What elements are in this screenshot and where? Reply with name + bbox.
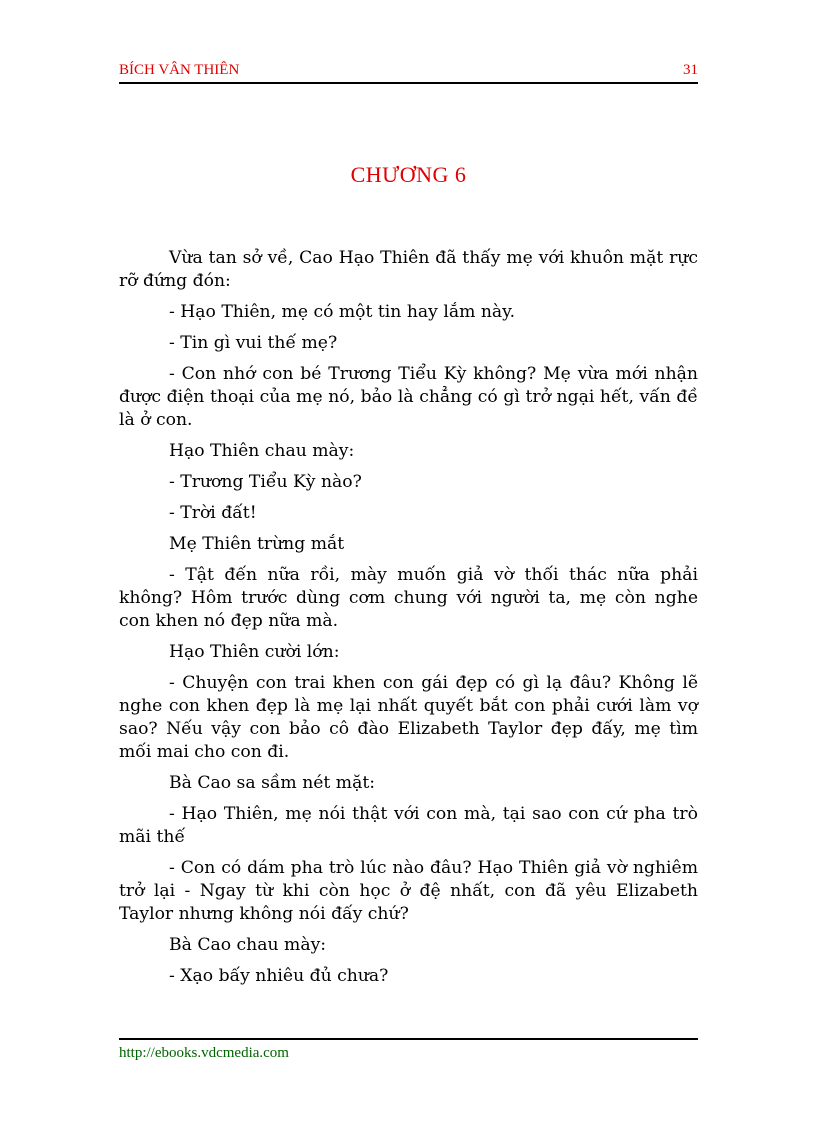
footer-url-link[interactable]: http://ebooks.vdcmedia.com bbox=[119, 1045, 289, 1061]
book-title: BÍCH VÂN THIÊN bbox=[119, 62, 240, 78]
paragraph: - Con nhớ con bé Trương Tiểu Kỳ không? Mẹ vừa mới nhận được điện thoại của mẹ nó, bảo là chẳng có gì trở ngại hết, vấn đề là ở con. bbox=[119, 364, 698, 430]
paragraph: - Hạo Thiên, mẹ nói thật với con mà, tại sao con cứ pha trò mãi thế bbox=[119, 804, 698, 847]
paragraph: Mẹ Thiên trừng mắt bbox=[169, 534, 345, 554]
chapter-title: CHƯƠNG 6 bbox=[350, 162, 467, 187]
paragraph: Vừa tan sở về, Cao Hạo Thiên đã thấy mẹ với khuôn mặt rực rỡ đứng đón: bbox=[119, 248, 698, 291]
page-header bbox=[119, 62, 698, 84]
paragraph: Hạo Thiên chau mày: bbox=[169, 441, 355, 461]
paragraph: Hạo Thiên cười lớn: bbox=[169, 642, 340, 662]
paragraph: - Tin gì vui thế mẹ? bbox=[169, 333, 338, 353]
paragraph: - Xạo bấy nhiêu đủ chưa? bbox=[169, 966, 389, 986]
paragraph: Bà Cao chau mày: bbox=[169, 935, 327, 955]
paragraph: - Trời đất! bbox=[169, 503, 257, 523]
paragraph: - Trương Tiểu Kỳ nào? bbox=[169, 472, 362, 492]
paragraph: Bà Cao sa sầm nét mặt: bbox=[169, 773, 376, 793]
paragraph: - Tật đến nữa rồi, mày muốn giả vờ thối thác nữa phải không? Hôm trước dùng cơm chung với người ta, mẹ còn nghe con khen nó đẹp nữa mà. bbox=[119, 565, 698, 631]
chapter-body bbox=[119, 247, 698, 996]
paragraph: - Con có dám pha trò lúc nào đâu? Hạo Thiên giả vờ nghiêm trở lại - Ngay từ khi còn học ở đệ nhất, con đã yêu Elizabeth Taylor nhưng không nói đấy chứ? bbox=[119, 858, 698, 924]
page-footer bbox=[119, 1038, 698, 1062]
paragraph: - Hạo Thiên, mẹ có một tin hay lắm này. bbox=[169, 302, 516, 322]
page-number: 31 bbox=[683, 62, 698, 78]
paragraph: - Chuyện con trai khen con gái đẹp có gì lạ đâu? Không lẽ nghe con khen đẹp là mẹ lại nhất quyết bắt con phải cưới làm vợ sao? Nếu vậy con bảo cô đào Elizabeth Taylor đẹp đấy, mẹ tìm mối mai cho con đi. bbox=[119, 673, 698, 762]
